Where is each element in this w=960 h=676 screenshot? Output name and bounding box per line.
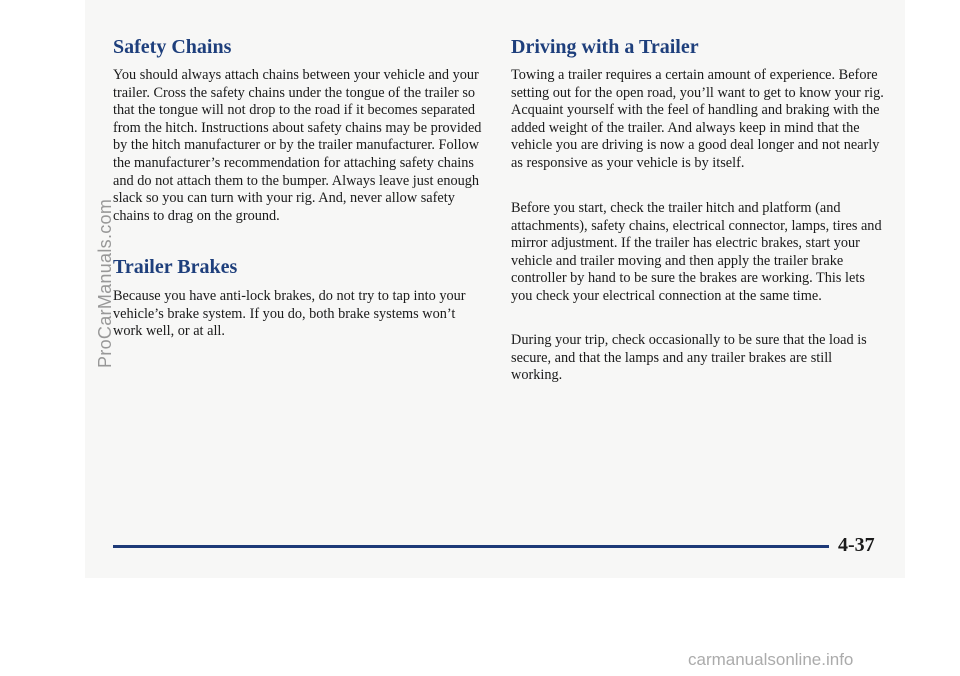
footer-watermark: carmanualsonline.info	[688, 650, 854, 669]
safety-chains-heading: Safety Chains	[113, 36, 232, 58]
page-number: 4-37	[838, 534, 875, 556]
side-watermark: ProCarManuals.com	[95, 198, 115, 368]
safety-chains-text: You should always attach chains between your vehicle and your trailer. Cross the safety chains under the tongue of the trailer so that the tongue will not drop to the road if it becomes separated from the hitch. Instructions about safety chains may be provided by the hitch manufacturer or by the trailer manufacturer. Follow the manufacturer’s recommendation for attaching safety chains and do not attach them to the bumper. Always leave just enough slack so you can turn with your rig. And, never allow safety chains to drag on the ground.	[113, 67, 482, 224]
footer-rule	[113, 545, 829, 548]
driving-paragraph-1: Towing a trailer requires a certain amount of experience. Before setting out for the open road, you’ll want to get to know your rig. Acquaint yourself with the feel of handling and braking with the added weight of the trailer. And always keep in mind that the vehicle you are driving is now a good deal longer and not nearly as responsive as your vehicle is by itself.	[511, 67, 884, 171]
driving-paragraph-3: During your trip, check occasionally to be sure that the load is secure, and that the lamps and any trailer brakes are still working.	[511, 332, 867, 384]
driving-with-trailer-heading: Driving with a Trailer	[511, 36, 699, 58]
trailer-brakes-text: Because you have anti-lock brakes, do not try to tap into your vehicle’s brake system. If you do, both brake systems won’t work well, or at all.	[113, 288, 466, 340]
trailer-brakes-heading: Trailer Brakes	[113, 256, 238, 278]
driving-paragraph-2: Before you start, check the trailer hitch and platform (and attachments), safety chains, electrical connector, lamps, tires and mirror adjustment. If the trailer has electric brakes, start your vehicle and trailer moving and then apply the trailer brake controller by hand to be sure the brakes are working. This lets you check your electrical connection at the same time.	[511, 200, 882, 304]
